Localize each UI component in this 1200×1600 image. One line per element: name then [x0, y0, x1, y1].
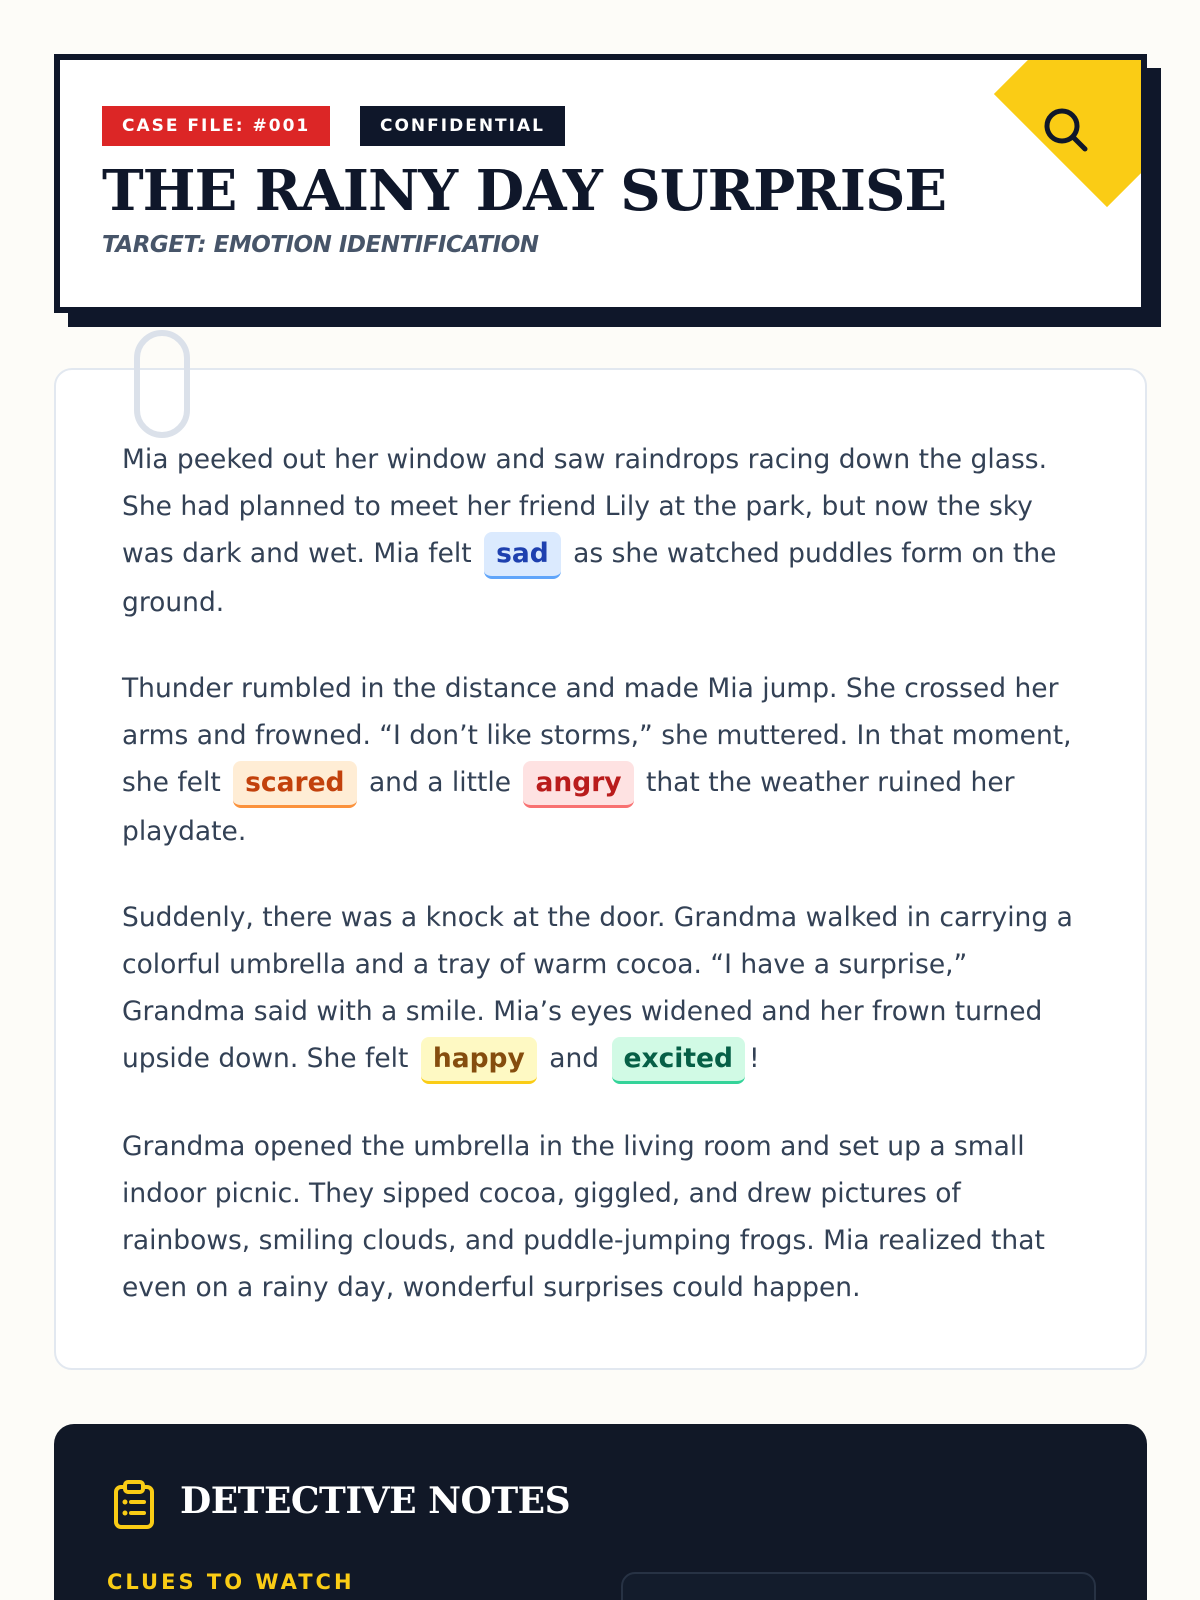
emotion-word-angry[interactable]: angry: [523, 761, 633, 808]
story-text-segment: Suddenly, there was a knock at the door. Grandma walked in carrying a colorful umbrella and a tray of warm cocoa. “I have a surprise,” Grandma said with a smile. Mia’s eyes widened and her frown turned upside down. She felt: [122, 902, 1073, 1074]
story-text-segment: as she watched puddles form on the ground.: [122, 538, 1057, 618]
story-text-segment: and a little: [360, 767, 520, 798]
confidential-badge: CONFIDENTIAL: [360, 106, 565, 146]
clues-to-watch-label: CLUES TO WATCH: [107, 1570, 355, 1594]
case-file-badge: CASE FILE: #001: [102, 106, 330, 146]
story-text-segment: Mia peeked out her window and saw raindrops racing down the glass. She had planned to meet her friend Lily at the park, but now the sky was dark and wet. Mia felt: [122, 444, 1047, 569]
emotion-word-excited[interactable]: excited: [612, 1037, 745, 1084]
story-text-segment: !: [748, 1043, 760, 1074]
story-paragraph: [122, 894, 1082, 1084]
page-title: THE RAINY DAY SURPRISE: [102, 158, 947, 224]
story-paragraph: [122, 665, 1082, 855]
target-subtitle: TARGET: EMOTION IDENTIFICATION: [102, 232, 539, 258]
story-text-segment: that the weather ruined her playdate.: [122, 767, 1015, 847]
emotion-word-happy[interactable]: happy: [421, 1037, 537, 1084]
story-text-segment: Thunder rumbled in the distance and made Mia jump. She crossed her arms and frowned. “I don’t like storms,” she muttered. In that moment, she felt: [122, 673, 1072, 798]
story-paragraph: Grandma opened the umbrella in the living room and set up a small indoor picnic. They sipped cocoa, giggled, and drew pictures of rainbows, smiling clouds, and puddle-jumping frogs. Mia realized that even on a rainy day, wonderful surprises could happen.: [122, 1131, 1045, 1303]
story-text-segment: and: [540, 1043, 608, 1074]
story-text: [122, 436, 1082, 1350]
emotion-word-sad[interactable]: sad: [484, 532, 561, 579]
detective-notes-title: DETECTIVE NOTES: [180, 1480, 571, 1522]
clues-box: [621, 1572, 1096, 1600]
clipboard-icon: [112, 1480, 156, 1530]
emotion-word-scared[interactable]: scared: [233, 761, 356, 808]
paperclip-icon: [134, 330, 190, 438]
search-icon[interactable]: [1040, 104, 1092, 156]
case-file-header: [54, 54, 1147, 313]
story-paragraph: [122, 436, 1082, 626]
